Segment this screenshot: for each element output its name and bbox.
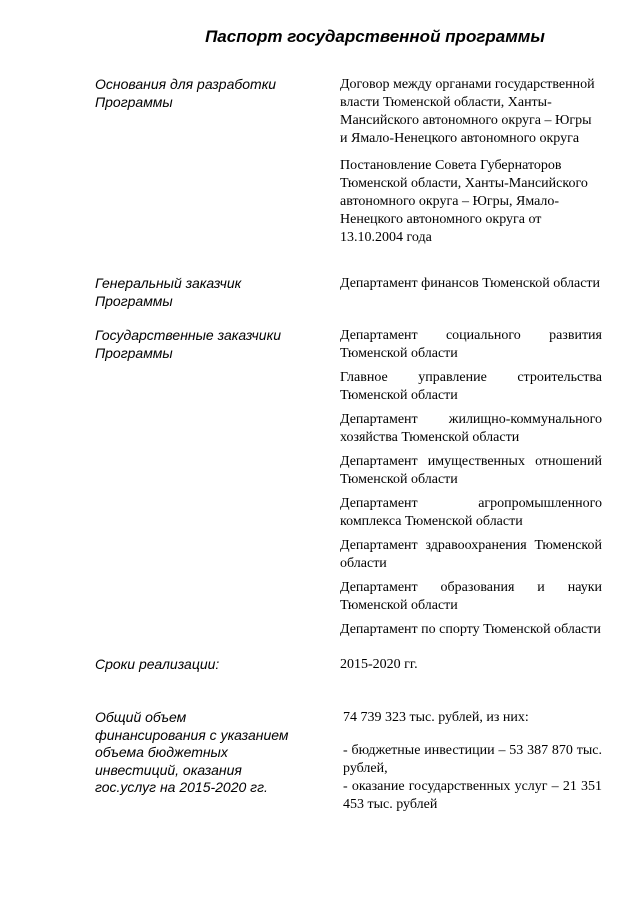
value-text: Департамент социального развития Тюменской области [340, 328, 602, 361]
value-text: Департамент агропромышленного комплекса Тюменской области [340, 496, 602, 529]
row-label: Государственные заказчики Программы [95, 327, 281, 361]
row-values [340, 656, 602, 681]
row-values [340, 327, 602, 645]
value-text: - бюджетные инвестиции – 53 387 870 тыс. рублей, [343, 743, 602, 776]
value-text: - оказание государственных услуг – 21 351 453 тыс. рублей [343, 779, 602, 812]
row-values [340, 76, 602, 254]
value-text: Главное управление строительства Тюменской области [340, 370, 602, 403]
value-text: Договор между органами государственной власти Тюменской области, Ханты-Мансийского автономного округа – Югры и Ямало-Ненецкого автономного округа [340, 77, 595, 146]
value-text: Департамент образования и науки Тюменской области [340, 580, 602, 613]
row-values [340, 275, 602, 300]
value-text: Департамент здравоохранения Тюменской области [340, 538, 602, 571]
value-text: Департамент имущественных отношений Тюменской области [340, 454, 602, 487]
value-text: Постановление Совета Губернаторов Тюменской области, Ханты-Мансийского автономного округа – Югры, Ямало-Ненецкого автономного округа от 13.10.2004 года [340, 158, 588, 245]
value-text: Департамент жилищно-коммунального хозяйства Тюменской области [340, 412, 602, 445]
page-title: Паспорт государственной программы [205, 27, 545, 46]
value-text: Департамент финансов Тюменской области [340, 276, 601, 291]
row-label: Общий объем финансирования с указанием объема бюджетных инвестиций, оказания гос.услуг на 2015-2020 гг. [95, 709, 289, 795]
value-text: Департамент по спорту Тюменской области [340, 622, 601, 637]
row-label: Основания для разработки Программы [95, 76, 277, 110]
row-values [343, 709, 602, 821]
value-text: 2015-2020 гг. [340, 657, 418, 672]
row-label: Сроки реализации: [95, 656, 220, 672]
row-label: Генеральный заказчик Программы [95, 275, 242, 309]
value-text: 74 739 323 тыс. рублей, из них: [343, 710, 529, 725]
